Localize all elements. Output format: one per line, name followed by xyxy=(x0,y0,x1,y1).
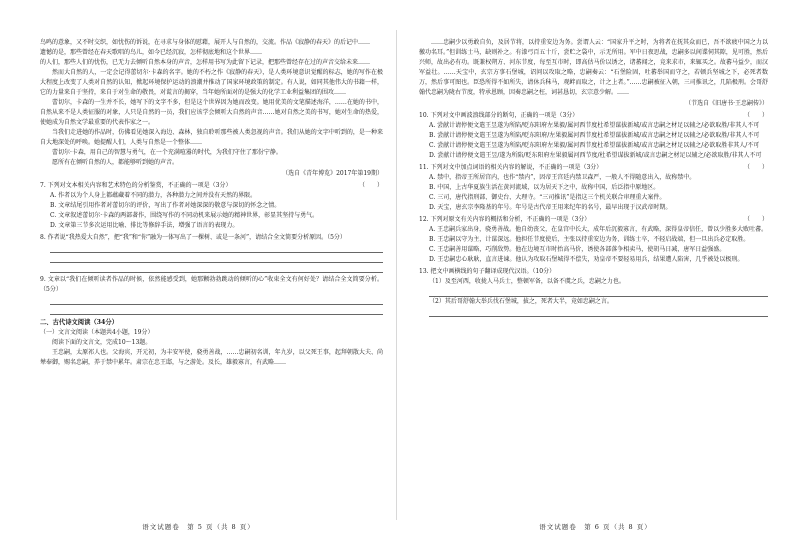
page-footer: 语文试题卷 第 5 页（共 8 页） xyxy=(142,523,255,531)
body-paragraph: 当我们走进她的作品时，仿佛看见她深入海边、森林，独自聆听那些被人类忽视的声音。我们从她的文字中听到的，是一种来自大地深处的呼唤。她提醒人们，人类与自然是一个整体…… xyxy=(40,129,383,146)
option: C. 王忠嗣善用谋略，巧削敌势。他在边境互市时抬高马价，诱使各部落争相卖马，使胡马日减，唐军日益强盛。 xyxy=(429,246,726,253)
answer-paren: （ ） xyxy=(743,164,768,171)
answer-paren: （ ） xyxy=(743,216,768,223)
answer-line[interactable] xyxy=(429,307,768,317)
instruction: 阅读下面的文言文，完成10～13题。 xyxy=(52,339,152,346)
option: D. 天宝，唐玄宗李隆基的年号。年号是古代帝王用来纪年的名号，最早出现于汉武帝时期。 xyxy=(429,204,672,211)
option: B. 文章结尾引用作者对蕾切尔的评价，写出了作者对她深深的敬意与深切的怀念之情。 xyxy=(50,202,281,209)
question-11 xyxy=(419,163,768,173)
body-paragraph: 遗憾的是，那些曾经在春天歌唱的鸟儿，如今已经沉寂，怎样彻底地和这个世界…… xyxy=(40,49,263,56)
option: A. 王忠嗣兵家出身，骁勇善战。他自幼丧父，在皇宫中长大，成年后沉毅寡言，有武略，深得皇帝信任，曾以少胜多大败吐蕃。 xyxy=(429,226,768,233)
option: A. 作者以为个人身上都蕴藏着不同的潜力，各种潜力之间并没有天然的界限。 xyxy=(50,192,257,199)
option: A. 尝献计请停便文遣王昱遂为所陷/贬东阳府左果毅/属河西节度杜希望谋拔新城/或言忠嗣之材足以辅之/必欲取胜/非其人不可 xyxy=(429,122,760,129)
answer-line[interactable] xyxy=(50,253,383,263)
option: D. 文章第三节多次运用比喻、排比等修辞手法，增强了语言的表现力。 xyxy=(50,222,239,229)
answer-line[interactable] xyxy=(50,263,383,273)
question-text: 7. 下列对文本相关内容和艺术特色的分析鉴赏，不正确的一项是（3分） xyxy=(40,182,232,189)
translation-item: （1）及至河西，收拢人马兵士，整顿军备，以备不虞之兵，忠嗣之力也。 xyxy=(429,278,625,285)
body-paragraph: 的人们，那些人们的忧伤，已无力去倾听自然本身的声音，怎样用书写为此留下记录，把那些曾经存在过的声音交给未来…… xyxy=(40,59,371,66)
option: D. 尝献计请停便文遣王昱/遂为所陷/贬东阳府左果毅属河西节度/杜希望谋拔新城/或言忠嗣之材足以辅之/必欲取胜/非其人不可 xyxy=(429,152,762,159)
answer-line[interactable] xyxy=(50,295,383,305)
question-text: 12. 下列对原文有关内容的概括和分析，不正确的一项是（3分） xyxy=(419,216,591,223)
option: A. 禁中，指帝王所居宫内，也作“禁内”，因帝王宫廷内禁卫森严，一般人不得随意出入，故称禁中。 xyxy=(429,174,696,181)
body-paragraph: 蕾切尔，卡森的一生并不长，她写下的文字不多，但是这个世界因为她而改变。她用优美的文笔描述海洋，……在她的书中，自然从来不是人类征服的对象，人只是自然的一员，我们应该学会倾听大自然的声音……她对自然之美的书写，她对生命的热爱，使她成为自然文学最重要的代表作家之一。 xyxy=(40,99,383,126)
question-10 xyxy=(419,111,768,121)
body-paragraph: 愿所有在倾听自然的人，都能够听到她的声音。 xyxy=(52,159,179,166)
question-text: 10. 下列对文中画波浪线部分的断句，正确的一项是（3分） xyxy=(419,112,579,119)
answer-line[interactable] xyxy=(50,243,383,253)
body-paragraph: 鸟鸣的意象，又不时交织，如忧伤的诉说，在寻求与身体的慰藉，展开人与自然的，交流。作品《寂静的春天》的后记中…… xyxy=(40,39,371,46)
classical-passage: ……忠嗣少以勇敢自负，及居节将，以持重安边为务。尝谓人云：“国家升平之时，为将者在抚其众而已，吾不欲疲中国之力以徼功名耳。”但训练士马，缺则补之。有漆弓百五十斤，尝贮之袋中，示无所用。军中日夜思战，忠嗣多以间谍伺其隙，见可胜，然后兴师，故出必有功。既兼权朔方、河东节度，每至互市时，即高估马价以诱之，诸蕃闻之，竞来求市，来辄买之。故蕃马益少，而汉军益壮。……天宝中，玄宗方事石堡城，诏问以攻取之略，忠嗣奏云：“石堡险固，吐蕃举国而守之，若顿兵坚城之下，必死者数万，然后事可图也。臣恐所得不如所失，请休兵秣马，观衅而取之，计之上者。”……忠嗣被征入朝，三司推讯之，几陷极刑。会哥舒翰代忠嗣为陇右节度，特承恩顾，因奏忠嗣之枉，词甚恳切，玄宗意少解。…… xyxy=(419,39,768,96)
option: C. 尝献计请停便文遣王昱遂为所陷/贬东阳府左果毅/属河西节度杜希望谋拔新城/或言忠嗣之材足以辅之/必欲取胜非其人/不可 xyxy=(429,142,760,149)
answer-line[interactable] xyxy=(50,305,383,315)
answer-paren: （ ） xyxy=(743,112,768,119)
right-page xyxy=(397,0,794,543)
question-text: 11. 下列对文中加点词语的相关内容的解说，不正确的一项是（3分） xyxy=(419,164,603,171)
translation-item: （2）其后哥舒翰大举兵伐石堡城，拔之，死者大半，竟如忠嗣之言。 xyxy=(429,298,613,305)
body-paragraph: 蕾切尔·卡森，用自己的智慧与勇气，在一个充满喧嚣的时代，为我们守住了那份宁静。 xyxy=(52,149,282,156)
question-7 xyxy=(40,181,383,191)
page-footer: 语文试题卷 第 6 页（共 8 页） xyxy=(539,523,652,531)
body-paragraph: 然而大自然的人，一定会记得蕾切尔·卡森的名字。她的不朽之作《寂静的春天》，是人类环境意识觉醒的标志，她的写作在极大程度上改变了人类对自然的认知，掀起环境保护运动的浪潮并推动了国家环境政策的制定。有人说，如同其他伟大的书籍一样，它的力量来自于坚持，来自于对生命的敬畏，对谎言的揭穿，当年她所面对的是强大的化学工业利益集团的围攻…… xyxy=(40,69,383,96)
question-9: 9. 文章以“我们在倾听读者作品的时候，依然能感受到，她那颗勃勃跳动的倾听的心”收束全文有何好处？请结合全文简要分析。（5分） xyxy=(40,276,383,293)
subsection-heading: （一）文言文阅读（本题共4小题，19分） xyxy=(40,329,154,336)
option: C. 三司，唐代指刑部、御史台、大理寺。“三司推讯”是指这三个机关联合审理重大案件。 xyxy=(429,194,666,201)
answer-line[interactable] xyxy=(429,287,768,297)
source-citation: （选自《青年博览》2017年第19期） xyxy=(282,170,383,177)
classical-passage: 王忠嗣，太原祁人也。父海宾，开元初，为丰安军使，骁勇善战，……忠嗣初名训，年九岁，以父死王事，起拜朝散大夫、尚辇奉御，赐名忠嗣，养于禁中累年。肃宗在忠王邸，与之游处。及长，雄毅寡言，有武略…… xyxy=(40,349,383,366)
question-12 xyxy=(419,215,768,225)
answer-paren: （ ） xyxy=(358,182,383,189)
option: B. 中国，上古华夏族生活在黄河流域，以为居天下之中，故称中国，后泛指中原地区。 xyxy=(429,184,660,191)
option: B. 尝献计请停便文遣王昱遂为所陷/贬东阳府/左果毅属河西节度杜希望谋拔新城/或言忠嗣之材足以辅之/必欲取胜/非其人不可 xyxy=(429,132,760,139)
option: B. 王忠嗣以守为主，计谋深远。他担任节度使后，主张以持重安边为务，训练士卒，不轻启战端，但一旦出兵必定取胜。 xyxy=(429,236,750,243)
option: D. 王忠嗣忠心耿耿，直言进谏。他认为攻取石堡城得不偿失，劝皇帝不要轻易用兵，结果遭人陷害，几乎被处以极刑。 xyxy=(429,256,744,263)
question-8: 8. 作者说“我热爱大自然”，把“我”和“你”融为一体写出了一棵树、或是一条河”，请结合全文简要分析原因。（5分） xyxy=(40,234,346,241)
section-heading: 二、古代诗文阅读（34分） xyxy=(40,319,119,326)
option: C. 文章叙述蕾切尔·卡森的两部著作，围绕写作的不同动机来展示她的精神世界，彰显其坚持与勇气。 xyxy=(50,212,319,219)
source-citation: （节选自《旧唐书·王忠嗣传》） xyxy=(685,100,768,107)
question-13: 13. 把文中画横线的句子翻译成现代汉语。（10分） xyxy=(419,268,556,275)
